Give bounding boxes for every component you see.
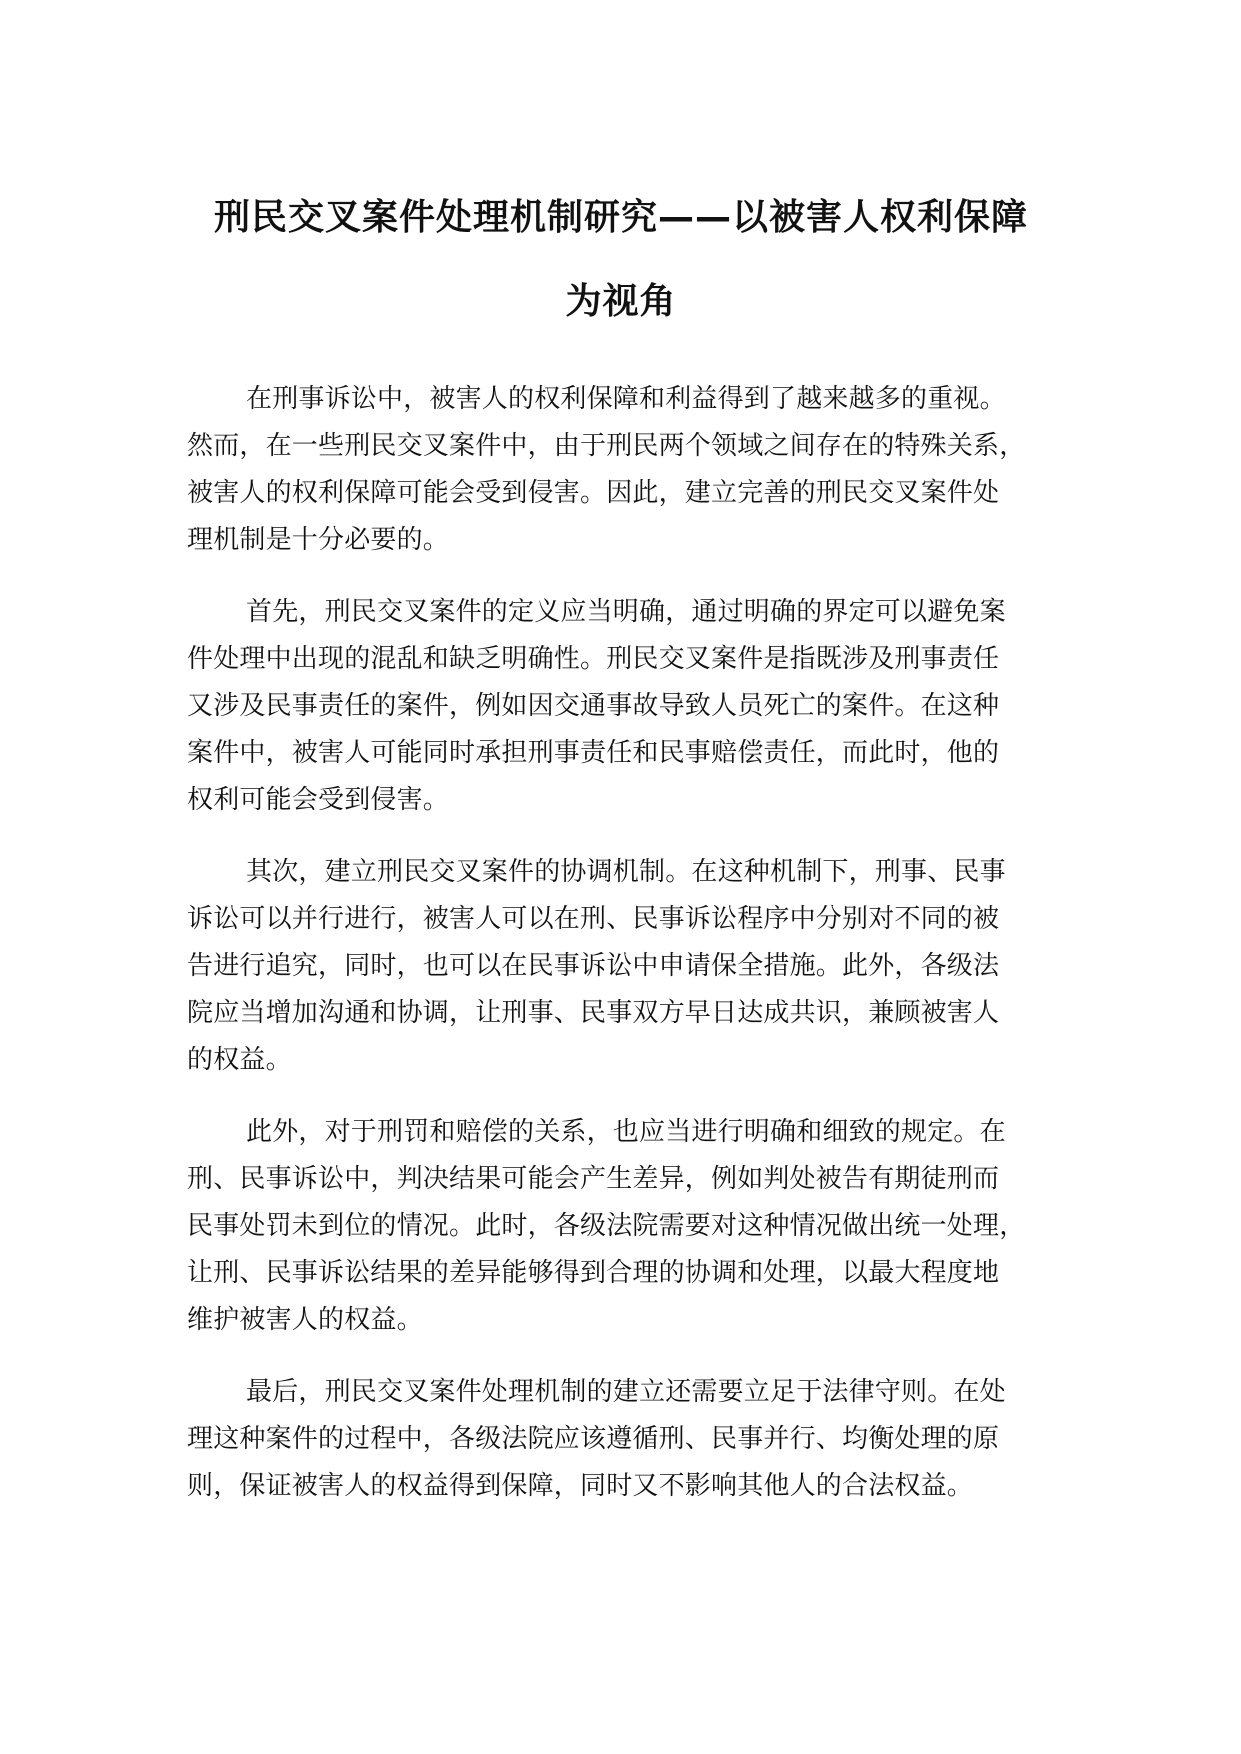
paragraph-line: 首先，刑民交叉案件的定义应当明确，通过明确的界定可以避免案 xyxy=(246,597,1006,627)
paragraph-line: 被害人的权利保障可能会受到侵害。因此，建立完善的刑民交叉案件处 xyxy=(187,478,1000,508)
paragraph-line: 民事处罚未到位的情况。此时，各级法院需要对这种情况做出统一处理， xyxy=(187,1211,1026,1241)
paragraph-line: 的权益。 xyxy=(187,1045,292,1075)
paragraph-3 xyxy=(187,849,1087,1084)
paragraph-line: 刑、民事诉讼中，判决结果可能会产生差异，例如判处被告有期徒刑而 xyxy=(187,1164,1000,1194)
paragraph-line: 然而，在一些刑民交叉案件中，由于刑民两个领域之间存在的特殊关系， xyxy=(187,431,1026,461)
paragraph-1 xyxy=(187,376,1087,564)
paragraph-line: 院应当增加沟通和协调，让刑事、民事双方早日达成共识，兼顾被害人 xyxy=(187,998,1000,1028)
paragraph-line: 又涉及民事责任的案件，例如因交通事故导致人员死亡的案件。在这种 xyxy=(187,691,1000,721)
paragraph-line: 权利可能会受到侵害。 xyxy=(187,785,450,815)
paragraph-line: 维护被害人的权益。 xyxy=(187,1305,423,1335)
paragraph-line: 理机制是十分必要的。 xyxy=(187,525,450,555)
title-line: 刑民交叉案件处理机制研究——以被害人权利保障 xyxy=(213,197,1028,238)
paragraph-line: 理这种案件的过程中，各级法院应该遵循刑、民事并行、均衡处理的原 xyxy=(187,1424,1000,1454)
paragraph-line: 告进行追究，同时，也可以在民事诉讼中申请保全措施。此外，各级法 xyxy=(187,951,1000,981)
paragraph-line: 其次，建立刑民交叉案件的协调机制。在这种机制下，刑事、民事 xyxy=(246,857,1006,887)
paragraph-2 xyxy=(187,589,1087,824)
document-body xyxy=(187,376,1087,1535)
paragraph-line: 此外，对于刑罚和赔偿的关系，也应当进行明确和细致的规定。在 xyxy=(246,1117,1006,1147)
title-line: 为视角 xyxy=(565,281,677,322)
paragraph-line: 件处理中出现的混乱和缺乏明确性。刑民交叉案件是指既涉及刑事责任 xyxy=(187,644,1000,674)
paragraph-line: 则，保证被害人的权益得到保障，同时又不影响其他人的合法权益。 xyxy=(187,1471,974,1501)
paragraph-line: 诉讼可以并行进行，被害人可以在刑、民事诉讼程序中分别对不同的被 xyxy=(187,904,1000,934)
paragraph-line: 在刑事诉讼中，被害人的权利保障和利益得到了越来越多的重视。 xyxy=(246,384,1006,414)
paragraph-4 xyxy=(187,1109,1087,1344)
paragraph-line: 让刑、民事诉讼结果的差异能够得到合理的协调和处理，以最大程度地 xyxy=(187,1258,1000,1288)
paragraph-5 xyxy=(187,1369,1087,1510)
document-title xyxy=(186,176,1056,344)
paragraph-line: 最后，刑民交叉案件处理机制的建立还需要立足于法律守则。在处 xyxy=(246,1377,1006,1407)
paragraph-line: 案件中，被害人可能同时承担刑事责任和民事赔偿责任，而此时，他的 xyxy=(187,738,1000,768)
